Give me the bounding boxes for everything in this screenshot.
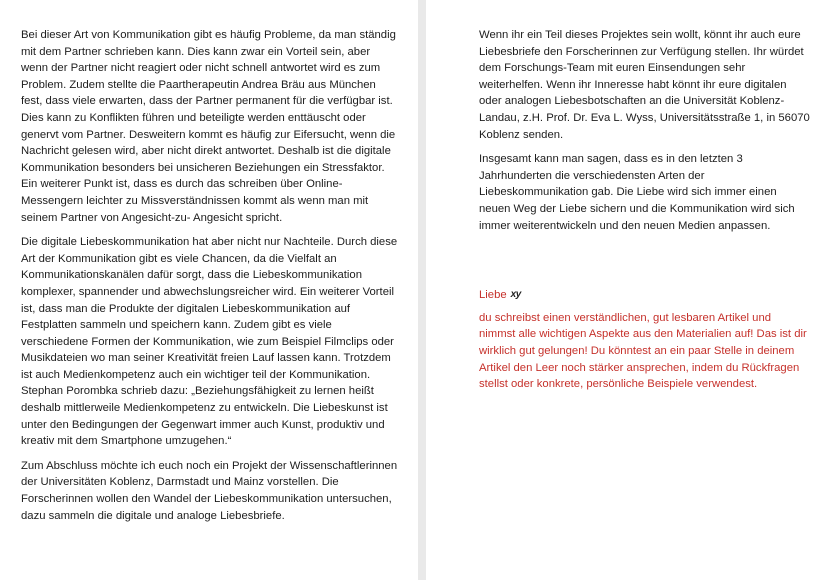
right-page	[426, 0, 828, 580]
paragraph-project-participation: Wenn ihr ein Teil dieses Projektes sein wollt, könnt ihr auch eure Liebesbriefe den Forscherinnen zur Verfügung stellen. Ihr würdet dem Forschungs-Team mit euren Einsendungen sehr weiterhelfen. Wenn ihr Inneresse habt könnt ihr eure digitalen oder analogen Liebesbotschaften an die Universität Koblenz-Landau, z.H. Prof. Dr. Eva L. Wyss, Universitätsstraße 1, in 56070 Koblenz senden.	[479, 29, 810, 141]
redacted-name-mark: xy	[510, 289, 521, 301]
comment-salutation: Liebe	[479, 289, 507, 302]
teacher-feedback-text: du schreibst einen verständlichen, gut lesbaren Artikel und nimmst alle wichtigen Aspekte aus den Materialien auf! Das ist dir wirklich gut gelungen! Du könntest an ein paar Stelle in deinem Artikel den Leer noch stärker ansprechen, indem du Rückfragen stellst oder konkrete, persönliche Beispiele verwendest.	[479, 311, 807, 391]
paragraph-conclusion: Insgesamt kann man sagen, dass es in den letzten 3 Jahrhunderten die verschiedensten Arten der Liebeskommunikation gab. Die Liebe wird sich immer einen neuen Weg der Liebe sichern und die Kommunikation wird sich immer weiterentwickeln und den neuen Medien anpassen.	[479, 153, 795, 232]
teacher-comment-header	[479, 287, 810, 304]
paragraph-project-intro: Zum Abschluss möchte ich euch noch ein Projekt der Wissenschaftlerinnen der Universitäten Koblenz, Darmstadt und Mainz vorstellen. Die Forscherinnen wollen den Wandel der Liebeskommunikation untersuchen, dazu sammeln die digitale und analoge Liebesbriefe.	[21, 459, 398, 522]
paragraph-advantages: Die digitale Liebeskommunikation hat aber nicht nur Nachteile. Durch diese Art der Kommunikation gibt es viele Chancen, da die Vielfalt an Kommunikationskanälen dafür sorgt, dass die Liebeskommunikation komplexer, spannender und abwechslungsreicher wird. Ein weiterer Vorteil ist, dass man die Produkte der digitalen Liebeskommunikation auf Festplatten sammeln und speichern kann. Zudem gibt es viele verschiedene Formen der Kommunikation, wie zum Beispiel Filmclips oder Musikdateien wo man seiner Kreativität freien Lauf lassen kann. Trotzdem ist auch Medienkompetenz auch ein wichtiger teil der Kommunikation. Stephan Porombka schrieb dazu: „Beziehungsfähigkeit zu lernen heißt deshalb mittlerweile Medienkompetenz zu entwickeln. Die Liebeskunst ist unter den Bedingungen der Gegenwart immer auch Kunst, produktiv und kreativ mit dem Smartphone umzugehen.“	[21, 236, 398, 448]
paragraph-problems: Bei dieser Art von Kommunikation gibt es häufig Probleme, da man ständig mit dem Partner schrieben kann. Dies kann zwar ein Vorteil sein, aber wenn der Partner nicht reagiert oder nicht schnell antwortet wird es zum Problem. Zudem stellte die Paartherapeutin Andrea Bräu aus München fest, dass viele erwarten, dass der Partner permanent für die verfügbar ist. Dies kann zu Konflikten führen und beteiligte werden enttäuscht oder genervt vom Partner. Desweitern kommt es häufig zur Eifersucht, wenn die Nachricht gelesen wird, aber nicht direkt antwortet. Deshalb ist die digitale Kommunikation besonders bei unsicheren Beziehungen ein Stressfaktor. Ein weiterer Punkt ist, dass es durch das schreiben über Online-Messengern leichter zu Missverständnissen kommt als wenn man mit seinem Partner von Angesicht-zu- Angesicht spricht.	[21, 29, 396, 224]
